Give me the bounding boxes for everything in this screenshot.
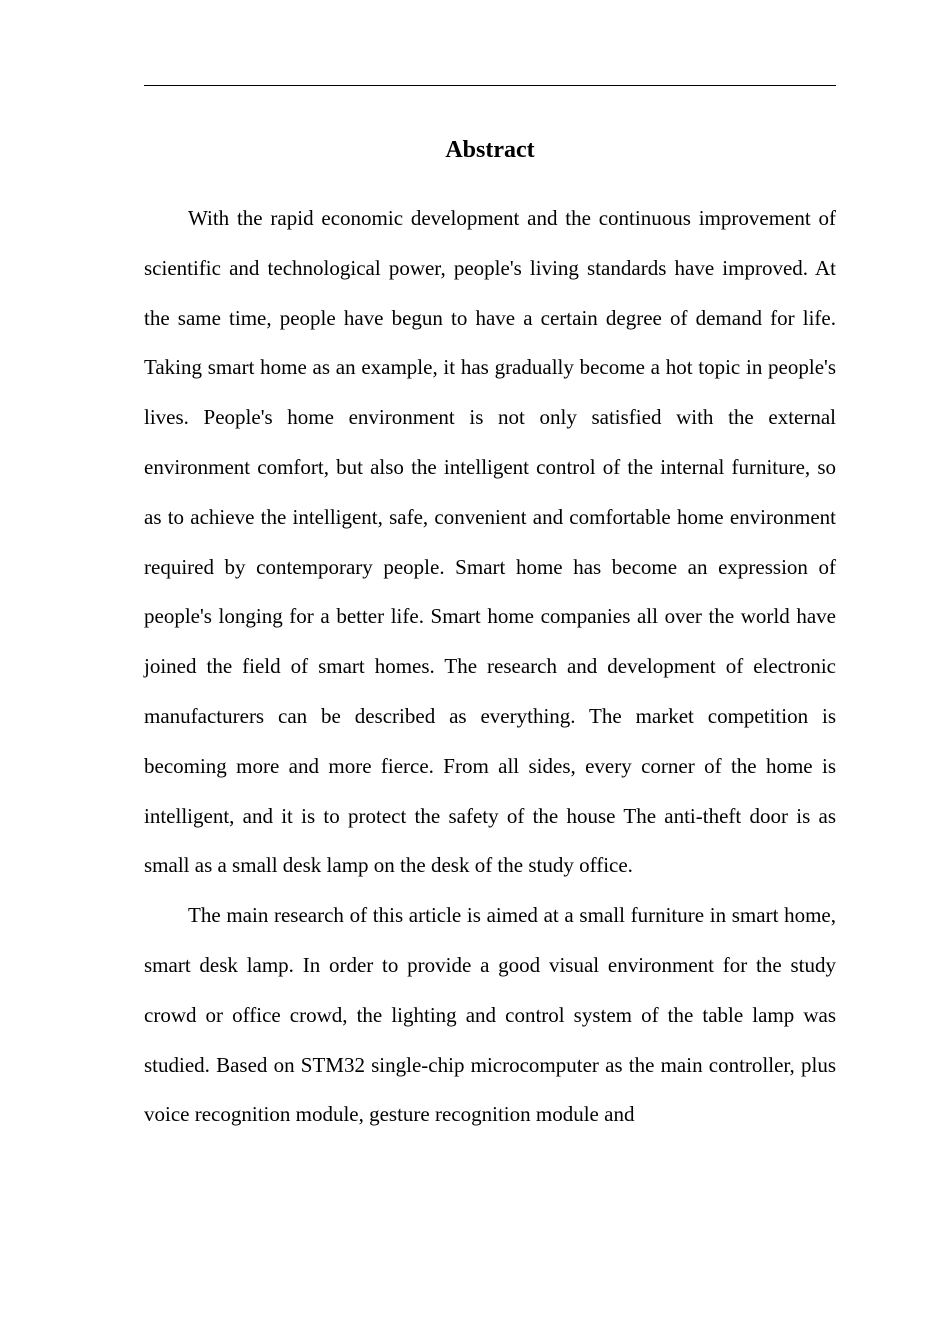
abstract-title: Abstract bbox=[445, 137, 535, 163]
abstract-paragraph-2: The main research of this article is aimed at a small furniture in smart home, smart desk lamp. In order to provide a good visual environment for the study crowd or office crowd, the lighting and control system of the table lamp was studied. Based on STM32 single-chip microcomputer as the main controller, plus voice recognition module, gesture recognition module and bbox=[144, 903, 836, 1127]
abstract-body bbox=[144, 194, 836, 1140]
abstract-paragraph-1: With the rapid economic development and the continuous improvement of scientific and technological power, people's living standards have improved. At the same time, people have begun to have a certain degree of demand for life. Taking smart home as an example, it has gradually become a hot topic in people's lives. People's home environment is not only satisfied with the external environment comfort, but also the intelligent control of the internal furniture, so as to achieve the intelligent, safe, convenient and comfortable home environment required by contemporary people. Smart home has become an expression of people's longing for a better life. Smart home companies all over the world have joined the field of smart homes. The research and development of electronic manufacturers can be described as everything. The market competition is becoming more and more fierce. From all sides, every corner of the home is intelligent, and it is to protect the safety of the house The anti-theft door is as small as a small desk lamp on the desk of the study office. bbox=[144, 206, 836, 878]
header-rule bbox=[144, 85, 836, 86]
